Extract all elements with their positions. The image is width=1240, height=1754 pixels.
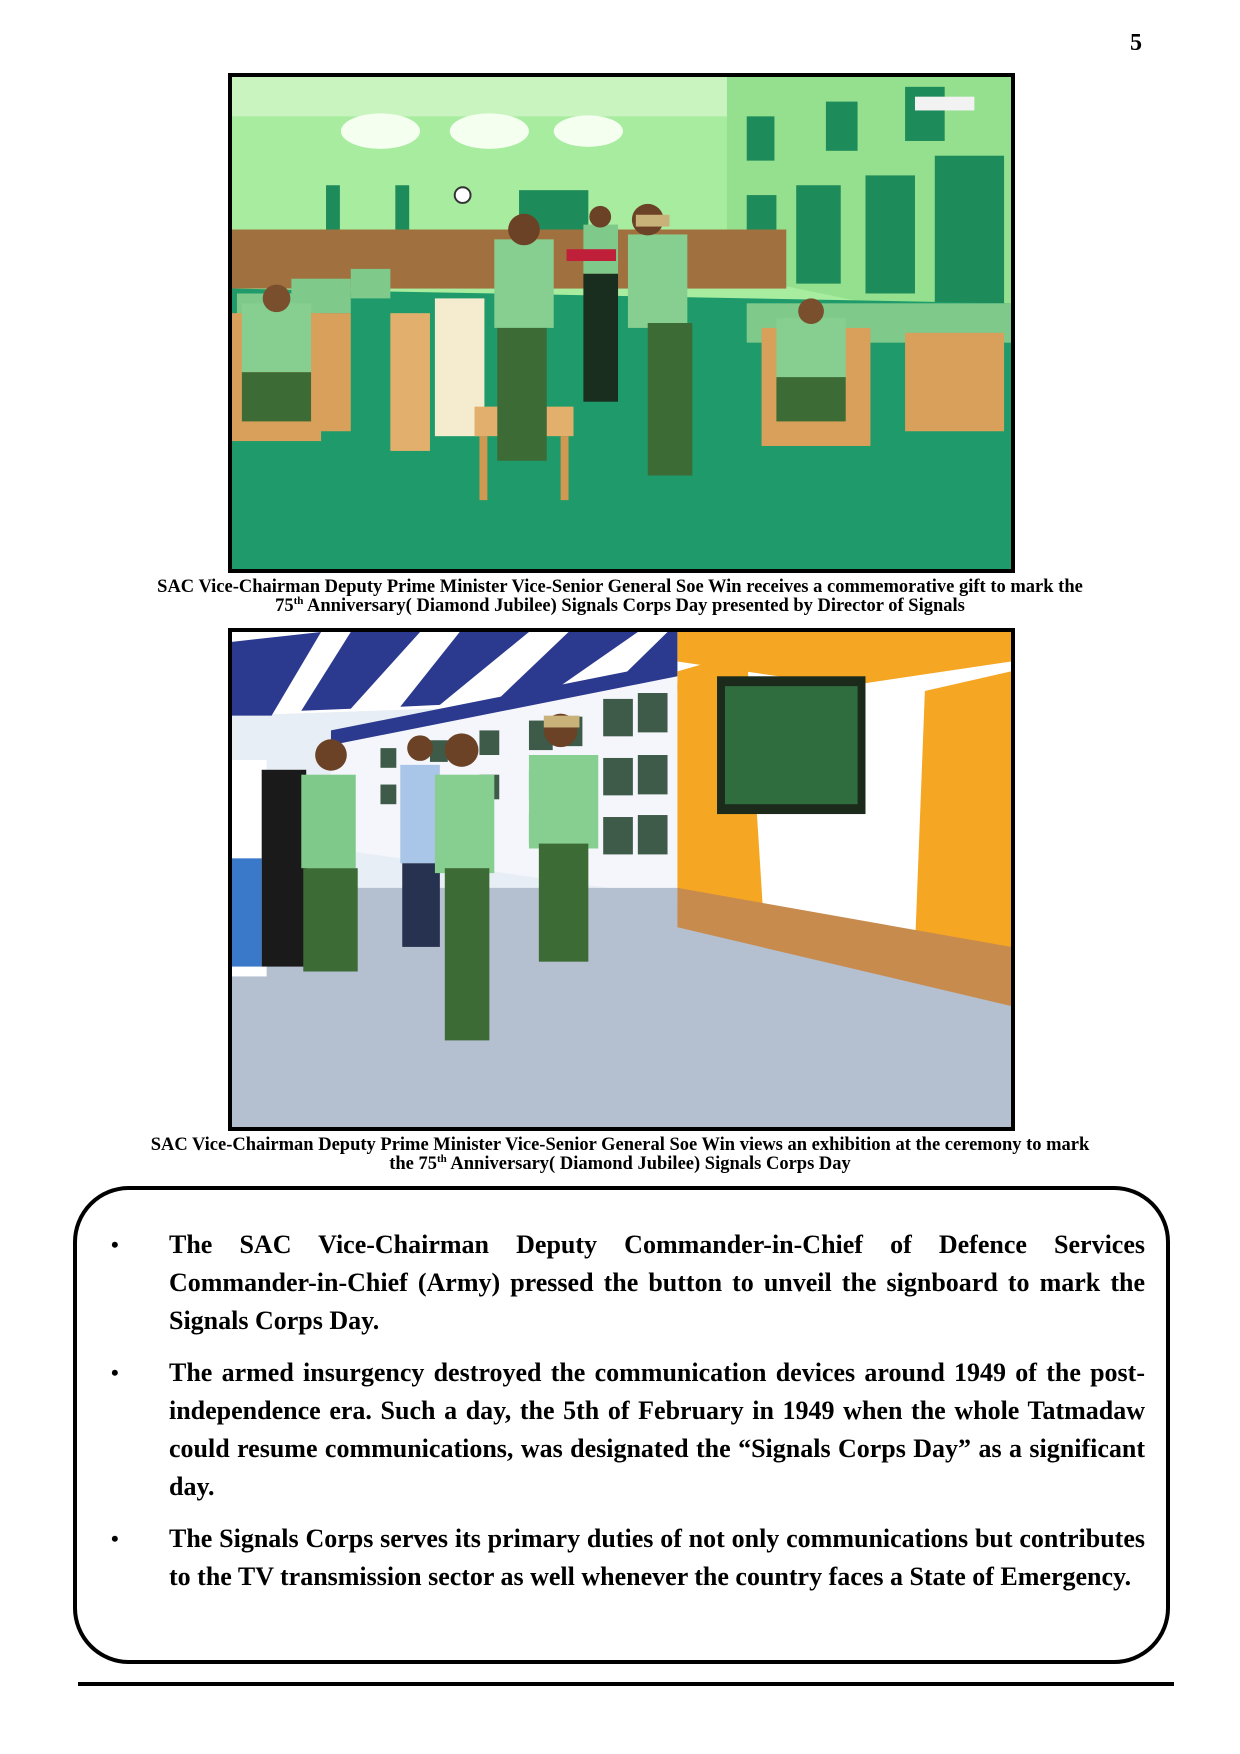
summary-bullet-text: The SAC Vice-Chairman Deputy Commander-in-Chief of Defence Services Commander-in-Chief (Army) pressed the button to unveil the signboard to mark the Signals Corps Day. bbox=[169, 1230, 1145, 1335]
summary-bullet-list bbox=[105, 1226, 1145, 1610]
footer-rule bbox=[78, 1682, 1174, 1686]
bullet-icon: • bbox=[111, 1232, 119, 1257]
bullet-icon: • bbox=[111, 1526, 119, 1551]
summary-bullet-item bbox=[105, 1354, 1145, 1506]
bullet-icon: • bbox=[111, 1360, 119, 1385]
summary-box bbox=[73, 1186, 1170, 1664]
photo-caption-1 bbox=[60, 578, 1180, 616]
summary-bullet-item bbox=[105, 1520, 1145, 1596]
photo-caption-2 bbox=[60, 1136, 1180, 1174]
page-number: 5 bbox=[1130, 30, 1142, 56]
summary-bullet-text: The armed insurgency destroyed the communication devices around 1949 of the post-independence era. Such a day, the 5th of February in 1949 when the whole Tatmadaw could resume communications, was designated the “Signals Corps Day” as a significant day. bbox=[169, 1358, 1145, 1501]
exhibition-photo bbox=[228, 628, 1015, 1131]
summary-bullet-text: The Signals Corps serves its primary duties of not only communications but contributes to the TV transmission sector as well whenever the country faces a State of Emergency. bbox=[169, 1524, 1145, 1591]
gift-presentation-photo bbox=[228, 73, 1015, 573]
caption-1-line-2: 75th Anniversary( Diamond Jubilee) Signals Corps Day presented by Director of Signals bbox=[275, 594, 965, 616]
caption-1-line-1: SAC Vice-Chairman Deputy Prime Minister Vice-Senior General Soe Win receives a commemorative gift to mark the bbox=[157, 577, 1083, 597]
summary-bullet-item bbox=[105, 1226, 1145, 1340]
caption-2-line-2: the 75th Anniversary( Diamond Jubilee) Signals Corps Day bbox=[389, 1152, 851, 1174]
exhibition-illustration bbox=[232, 632, 1011, 1127]
gift-presentation-illustration bbox=[232, 77, 1011, 569]
caption-2-line-1: SAC Vice-Chairman Deputy Prime Minister Vice-Senior General Soe Win views an exhibition at the ceremony to mark bbox=[150, 1135, 1090, 1155]
